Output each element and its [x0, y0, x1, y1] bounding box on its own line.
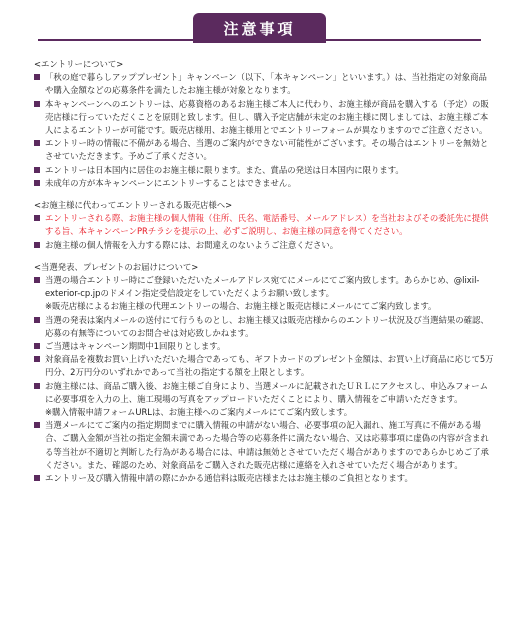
section-heading: <当選発表、プレゼントのお届けについて>	[34, 261, 199, 272]
item-text: 「秋の庭で暮らしアッププレゼント」キャンペーン（以下、「本キャンペーン」といいます。）は、当社指定の対象商品や購入金額などの応募条件を満たしたお施主様が対象となります。	[45, 72, 487, 96]
list-item-warning	[34, 212, 494, 238]
square-bullet-icon	[34, 242, 40, 248]
page-title: 注意事項	[193, 13, 326, 43]
list-item	[34, 353, 494, 379]
item-note: ※購入情報申請フォームURLは、お施主様へのご案内メールにてご案内致します。	[45, 407, 353, 418]
item-text: 当選の場合エントリー時にご登録いただいたメールアドレス宛てにメールにてご案内致します。あらかじめ、@lixil-exterior-cp.jpのドメイン指定受信設定をしていただくようお願い致します。	[45, 275, 480, 299]
section-entry	[34, 58, 494, 190]
square-bullet-icon	[34, 215, 40, 221]
item-text: 対象商品を複数お買い上げいただいた場合であっても、ギフトカードのプレゼント金額は、お買い上げ商品に応じて5万円分、2万円分のいずれかであって当社の指定する額を上限とします。	[45, 354, 494, 378]
square-bullet-icon	[34, 277, 40, 283]
square-bullet-icon	[34, 422, 40, 428]
title-header	[0, 0, 519, 48]
square-bullet-icon	[34, 140, 40, 146]
item-text: 当選の発表は案内メールの送付にて行うものとし、お施主様又は販売店様からのエントリー状況及び当選結果の確認、応募の有無等についてのお問合せは対応致しかねます。	[45, 314, 489, 338]
notice-content	[34, 58, 494, 485]
square-bullet-icon	[34, 475, 40, 481]
section-gap	[34, 252, 494, 261]
list-item	[34, 71, 494, 97]
item-text: 当選メールにてご案内の指定期間までに購入情報の申請がない場合、必要事項の記入漏れ、施工写真に不備がある場合、ご購入金額が当社の指定金額未満であった場合等の応募条件に満たない場合、又は応募事項に虚偽の内容が含まれる等当社が不適切と判断した行為がある場合には、申請は無効とさせていただく場合がありますのであらかじめご了承ください。また、確認のため、対象商品をご購入された販売店様に連絡を入れさせていただく場合があります。	[45, 420, 489, 470]
square-bullet-icon	[34, 74, 40, 80]
section-heading: <お施主様に代わってエントリーされる販売店様へ>	[34, 200, 233, 211]
square-bullet-icon	[34, 383, 40, 389]
list-item	[34, 472, 494, 485]
item-text: エントリー時の情報に不備がある場合、当選のご案内ができない可能性がございます。その場合はエントリーを無効とさせていただきます。予めご了承ください。	[45, 138, 489, 162]
list-item	[34, 137, 494, 163]
square-bullet-icon	[34, 167, 40, 173]
section-gap	[34, 190, 494, 199]
square-bullet-icon	[34, 317, 40, 323]
item-text: 未成年の方が本キャンペーンにエントリーすることはできません。	[45, 177, 297, 188]
list-item	[34, 239, 494, 252]
section-winning	[34, 261, 494, 485]
item-text: 本キャンペーンへのエントリーは、応募資格のあるお施主様ご本人に代わり、お施主様が商品を購入する（予定）の販売店様に行っていただくことを原則と致します。但し、購入予定店舗が未定のお施主様に関しましては、お施主様ご本人によるエントリーが可能です。販売店様用、お施主様用とでエントリーフォームが異なりますのでご注意ください。	[45, 98, 489, 136]
item-text: ご当選はキャンペーン期間中1回限りとします。	[45, 341, 226, 352]
list-item	[34, 164, 494, 177]
section-heading: <エントリーについて>	[34, 59, 124, 69]
list-item	[34, 340, 494, 353]
square-bullet-icon	[34, 343, 40, 349]
list-item	[34, 98, 494, 138]
item-text: お施主様の個人情報を入力する際には、お間違えのないようご注意ください。	[45, 239, 339, 250]
square-bullet-icon	[34, 356, 40, 362]
item-text: エントリー及び購入情報申請の際にかかる通信料は販売店様またはお施主様のご負担となります。	[45, 473, 413, 484]
list-item	[34, 419, 494, 472]
item-note: ※販売店様によるお施主様の代理エントリーの場合、お施主様と販売店様にメールにてご案内致します。	[45, 301, 437, 312]
item-text: エントリーは日本国内に居住のお施主様に限ります。また、賞品の発送は日本国内に限ります。	[45, 164, 404, 175]
item-text: お施主様には、商品ご購入後、お施主様ご自身により、当選メールに記載されたＵＲＬにアクセスし、申込みフォームに必要事項を入力の上、施工現場の写真をアップロードいただくことにより、購入情報をご申請いただきます。	[45, 380, 489, 404]
item-text: エントリーされる際、お施主様の個人情報（住所、氏名、電話番号、メールアドレス）を当社およびその委託先に提供する旨、本キャンペーンPRチラシを提示の上、必ずご説明し、お施主様の同意を得てください。	[45, 213, 489, 237]
square-bullet-icon	[34, 180, 40, 186]
list-item	[34, 380, 494, 406]
list-item	[34, 177, 494, 190]
list-item	[34, 274, 494, 300]
list-item	[34, 314, 494, 340]
section-retailer	[34, 199, 494, 252]
square-bullet-icon	[34, 101, 40, 107]
